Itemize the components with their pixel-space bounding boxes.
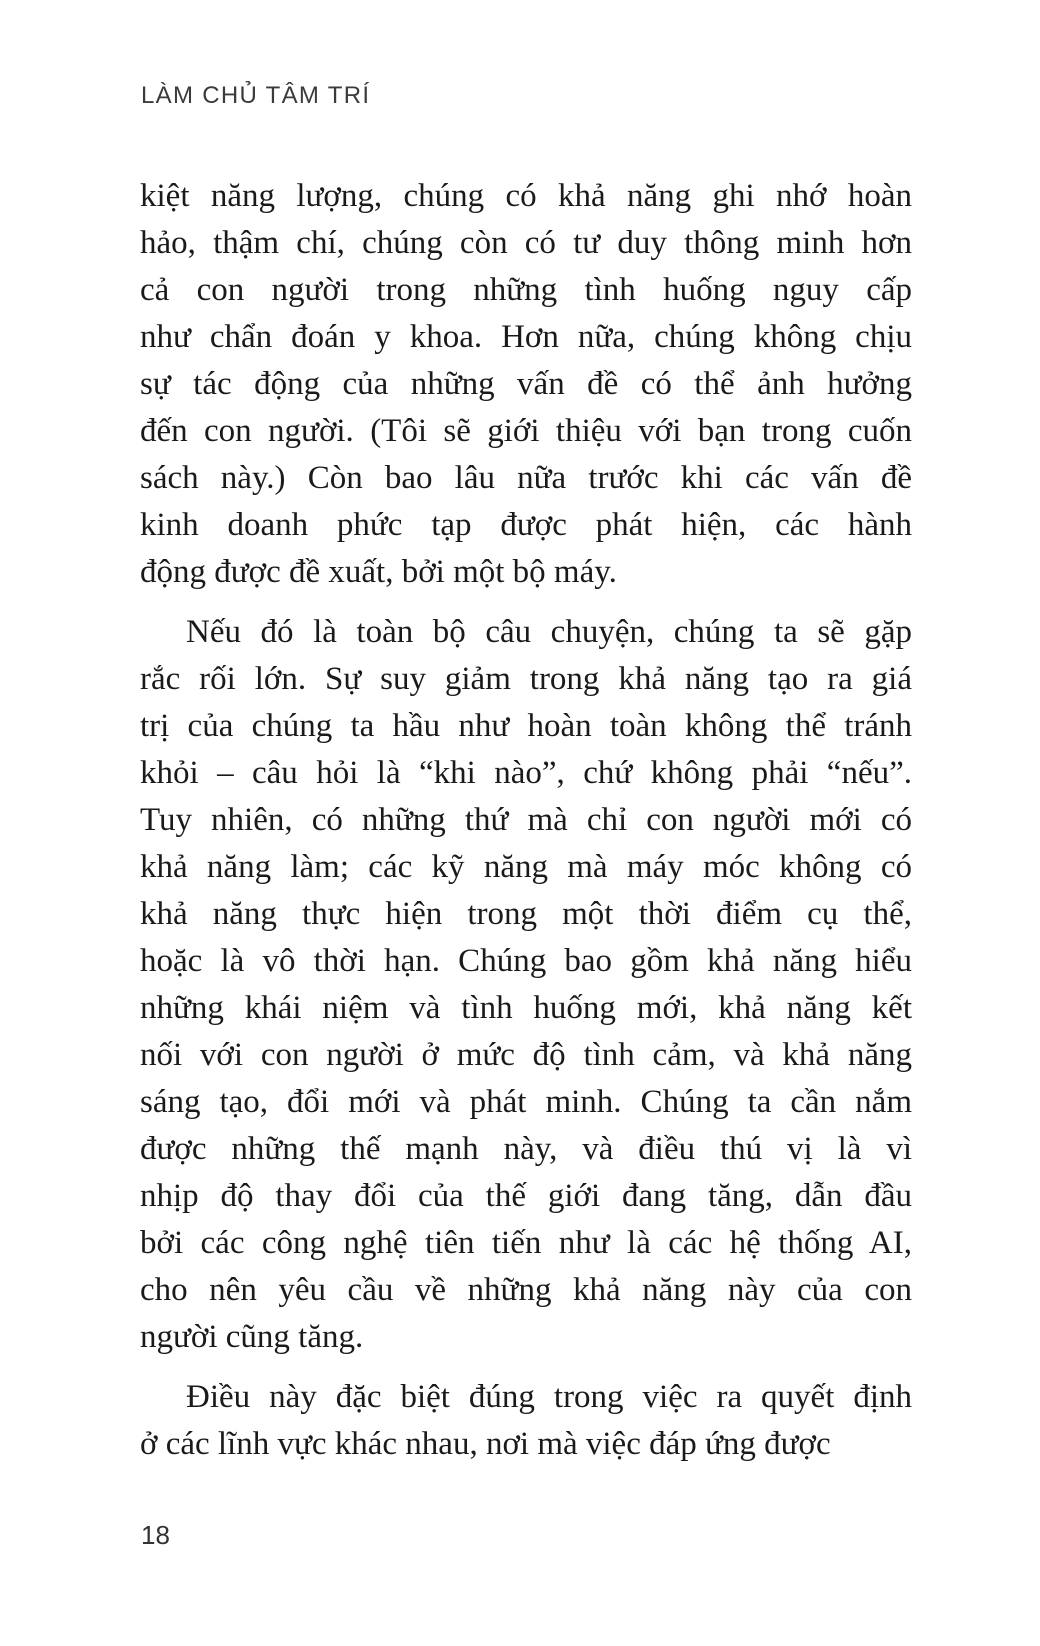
text-line: hoặc là vô thời hạn. Chúng bao gồm khả năng hiểu (140, 943, 912, 979)
text-line: nhịp độ thay đổi của thế giới đang tăng, dẫn đầu (140, 1178, 912, 1214)
text-line: như chẩn đoán y khoa. Hơn nữa, chúng không chịu (140, 319, 912, 355)
text-line: khỏi – câu hỏi là “khi nào”, chứ không phải “nếu”. (140, 755, 912, 791)
text-line: những khái niệm và tình huống mới, khả năng kết (140, 990, 912, 1026)
text-line: khả năng làm; các kỹ năng mà máy móc không có (140, 849, 912, 885)
text-line: khả năng thực hiện trong một thời điểm cụ thể, (140, 896, 912, 932)
text-line: hảo, thậm chí, chúng còn có tư duy thông minh hơn (140, 225, 912, 261)
body-text (140, 173, 912, 1468)
paragraph (140, 173, 912, 596)
text-line: bởi các công nghệ tiên tiến như là các hệ thống AI, (140, 1225, 912, 1261)
text-line: nối với con người ở mức độ tình cảm, và khả năng (140, 1037, 912, 1073)
text-line: sách này.) Còn bao lâu nữa trước khi các vấn đề (140, 460, 912, 496)
text-line: sáng tạo, đổi mới và phát minh. Chúng ta cần nắm (140, 1084, 912, 1120)
text-line: cho nên yêu cầu về những khả năng này của con (140, 1272, 912, 1308)
text-line: Nếu đó là toàn bộ câu chuyện, chúng ta sẽ gặp (186, 614, 912, 650)
text-line: Tuy nhiên, có những thứ mà chỉ con người mới có (140, 802, 912, 838)
text-line: Điều này đặc biệt đúng trong việc ra quyết định (186, 1379, 912, 1415)
text-line: rắc rối lớn. Sự suy giảm trong khả năng tạo ra giá (140, 661, 912, 697)
text-line: đến con người. (Tôi sẽ giới thiệu với bạn trong cuốn (140, 413, 912, 449)
paragraph (140, 609, 912, 1361)
text-line: trị của chúng ta hầu như hoàn toàn không thể tránh (140, 708, 912, 744)
text-line: ở các lĩnh vực khác nhau, nơi mà việc đáp ứng được (140, 1426, 831, 1462)
text-line: kiệt năng lượng, chúng có khả năng ghi nhớ hoàn (140, 178, 912, 214)
text-line: kinh doanh phức tạp được phát hiện, các hành (140, 507, 912, 543)
text-line: người cũng tăng. (140, 1319, 364, 1355)
text-line: được những thế mạnh này, và điều thú vị là vì (140, 1131, 912, 1167)
text-line: động được đề xuất, bởi một bộ máy. (140, 554, 617, 590)
paragraph (140, 1374, 912, 1468)
running-header: LÀM CHỦ TÂM TRÍ (141, 82, 371, 109)
page-number: 18 (141, 1520, 170, 1550)
text-line: cả con người trong những tình huống nguy cấp (140, 272, 912, 308)
text-line: sự tác động của những vấn đề có thể ảnh hưởng (140, 366, 912, 402)
